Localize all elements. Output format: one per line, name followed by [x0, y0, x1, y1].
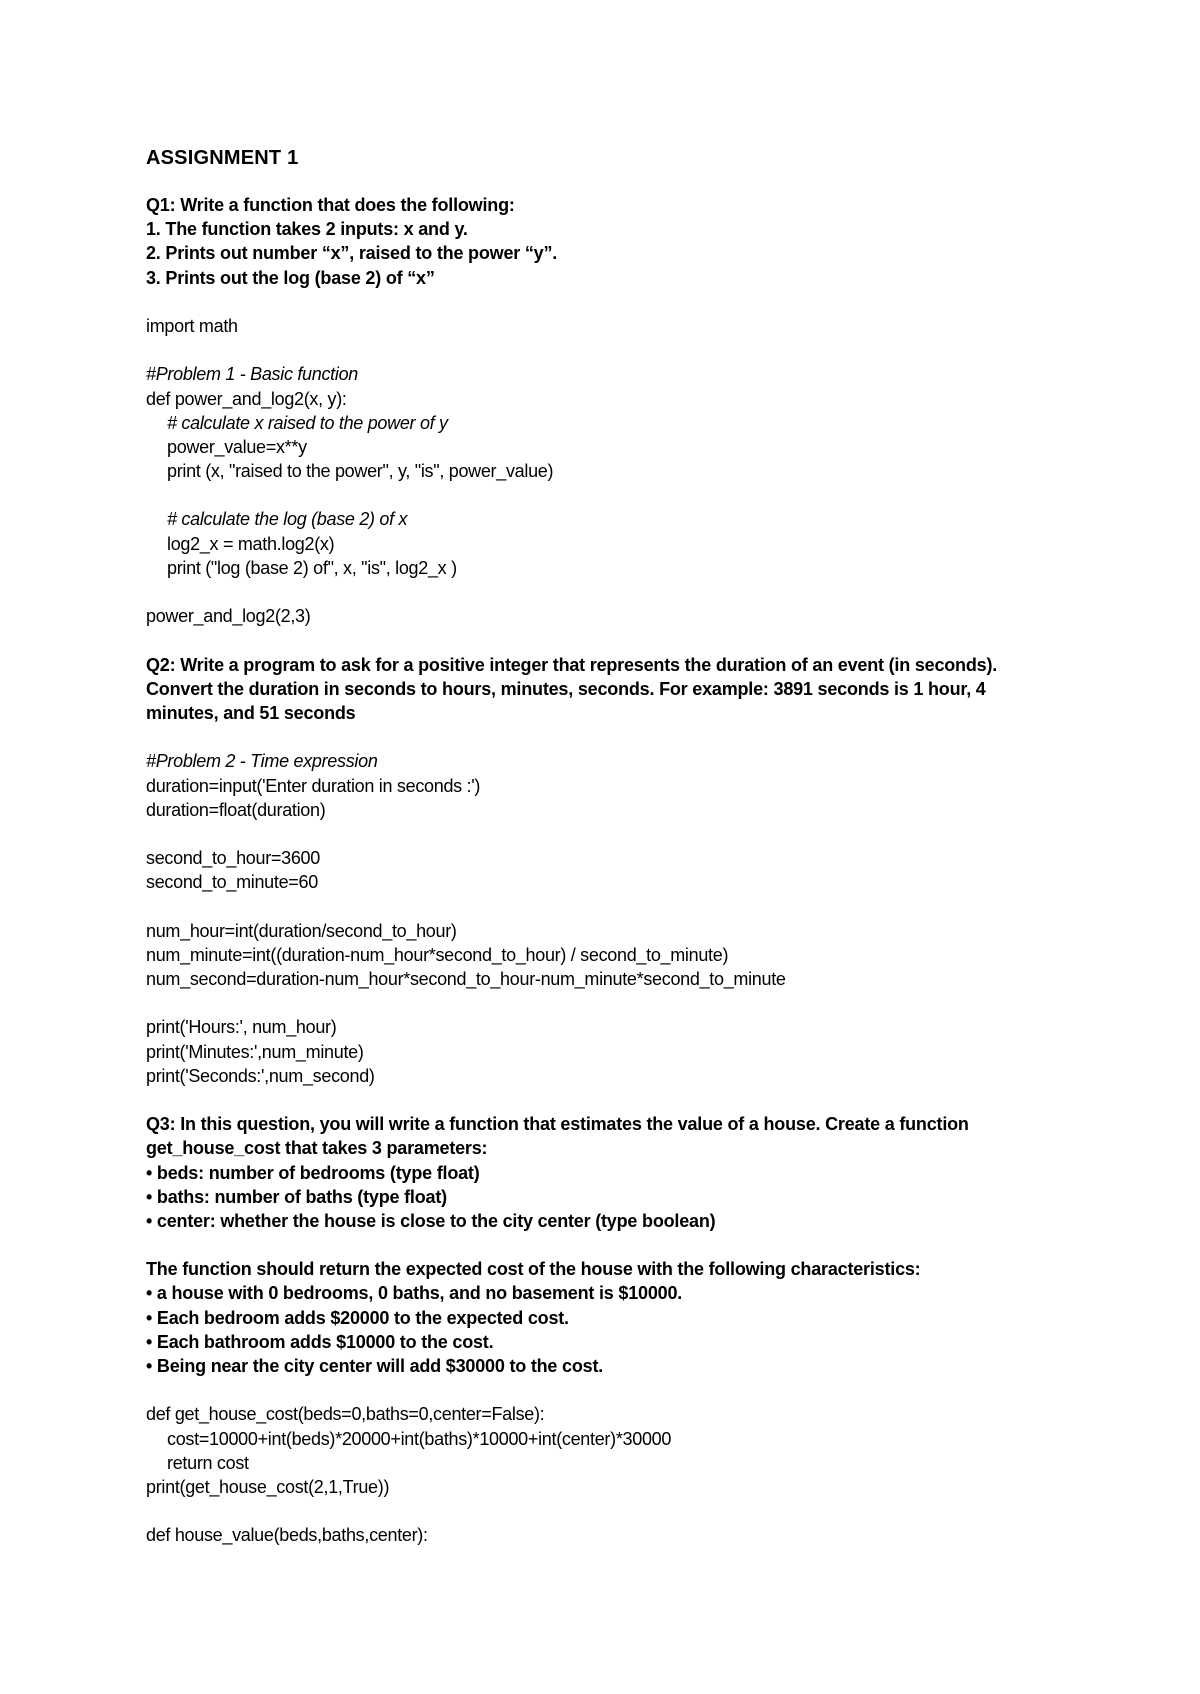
- q1-heading: Q1: Write a function that does the following:: [146, 195, 515, 215]
- q2-heading-cont: minutes, and 51 seconds: [146, 702, 356, 723]
- code-line: second_to_minute=60: [146, 872, 318, 893]
- page-title: ASSIGNMENT 1: [146, 147, 299, 169]
- spacer: [146, 290, 1066, 314]
- q3-requirement: • a house with 0 bedrooms, 0 baths, and no basement is $10000.: [146, 1283, 683, 1304]
- code-line: import math: [146, 315, 238, 336]
- q3-requirement: • Being near the city center will add $30000 to the cost.: [146, 1356, 604, 1376]
- code-comment: # calculate x raised to the power of y: [167, 412, 448, 433]
- q1-item-1: 1. The function takes 2 inputs: x and y.: [146, 219, 468, 240]
- spacer: [146, 822, 1066, 846]
- code-line: num_minute=int((duration-num_hour*second_to_hour) / second_to_minute): [146, 944, 729, 965]
- q3-heading-cont: get_house_cost that takes 3 parameters:: [146, 1138, 488, 1159]
- spacer: [146, 894, 1066, 918]
- q3-heading: Q3: In this question, you will write a function that estimates the value of a house. Create a function: [146, 1114, 969, 1135]
- spacer: [146, 580, 1066, 604]
- spacer: [146, 338, 1066, 362]
- spacer: [146, 483, 1066, 507]
- code-line: log2_x = math.log2(x): [167, 533, 335, 554]
- code-comment: #Problem 2 - Time expression: [146, 751, 378, 772]
- q2-heading-cont: Convert the duration in seconds to hours, minutes, seconds. For example: 3891 seconds is 1 hour, 4: [146, 678, 986, 699]
- spacer: [146, 1378, 1066, 1402]
- code-line: print('Minutes:',num_minute): [146, 1041, 364, 1062]
- q2-heading: Q2: Write a program to ask for a positive integer that represents the duration of an event (in seconds).: [146, 654, 998, 675]
- spacer: [146, 628, 1066, 652]
- code-line: def get_house_cost(beds=0,baths=0,center=False):: [146, 1404, 545, 1425]
- q3-param-baths: • baths: number of baths (type float): [146, 1186, 447, 1207]
- code-comment: #Problem 1 - Basic function: [146, 364, 359, 385]
- q3-requirements-heading: The function should return the expected cost of the house with the following characteristics:: [146, 1259, 921, 1280]
- code-line: cost=10000+int(beds)*20000+int(baths)*10000+int(center)*30000: [167, 1428, 672, 1449]
- code-line: print('Hours:', num_hour): [146, 1017, 337, 1038]
- code-line: power_and_log2(2,3): [146, 606, 311, 627]
- code-line: def house_value(beds,baths,center):: [146, 1525, 428, 1546]
- code-line: num_second=duration-num_hour*second_to_hour-num_minute*second_to_minute: [146, 969, 786, 989]
- q3-param-beds: • beds: number of bedrooms (type float): [146, 1162, 480, 1183]
- code-line: return cost: [167, 1452, 249, 1473]
- q1-item-2: 2. Prints out number “x”, raised to the power “y”.: [146, 243, 558, 264]
- code-line: power_value=x**y: [167, 436, 307, 457]
- q1-item-3: 3. Prints out the log (base 2) of “x”: [146, 267, 435, 288]
- code-line: print (x, "raised to the power", y, "is", power_value): [167, 461, 554, 482]
- document-page: [146, 143, 1066, 1548]
- code-line: num_hour=int(duration/second_to_hour): [146, 920, 457, 941]
- code-line: duration=float(duration): [146, 799, 326, 820]
- code-line: second_to_hour=3600: [146, 848, 320, 869]
- code-comment: # calculate the log (base 2) of x: [167, 509, 408, 530]
- spacer: [146, 1233, 1066, 1257]
- spacer: [146, 173, 1066, 193]
- code-line: print ("log (base 2) of", x, "is", log2_x ): [167, 557, 457, 578]
- code-line: def power_and_log2(x, y):: [146, 388, 347, 409]
- spacer: [146, 725, 1066, 749]
- code-line: print('Seconds:',num_second): [146, 1065, 375, 1086]
- q3-requirement: • Each bathroom adds $10000 to the cost.: [146, 1331, 494, 1352]
- spacer: [146, 991, 1066, 1015]
- code-line: duration=input('Enter duration in seconds :'): [146, 775, 481, 796]
- code-line: print(get_house_cost(2,1,True)): [146, 1476, 390, 1497]
- q3-param-center: • center: whether the house is close to the city center (type boolean): [146, 1210, 716, 1231]
- spacer: [146, 1499, 1066, 1523]
- spacer: [146, 1088, 1066, 1112]
- q3-requirement: • Each bedroom adds $20000 to the expected cost.: [146, 1307, 569, 1328]
